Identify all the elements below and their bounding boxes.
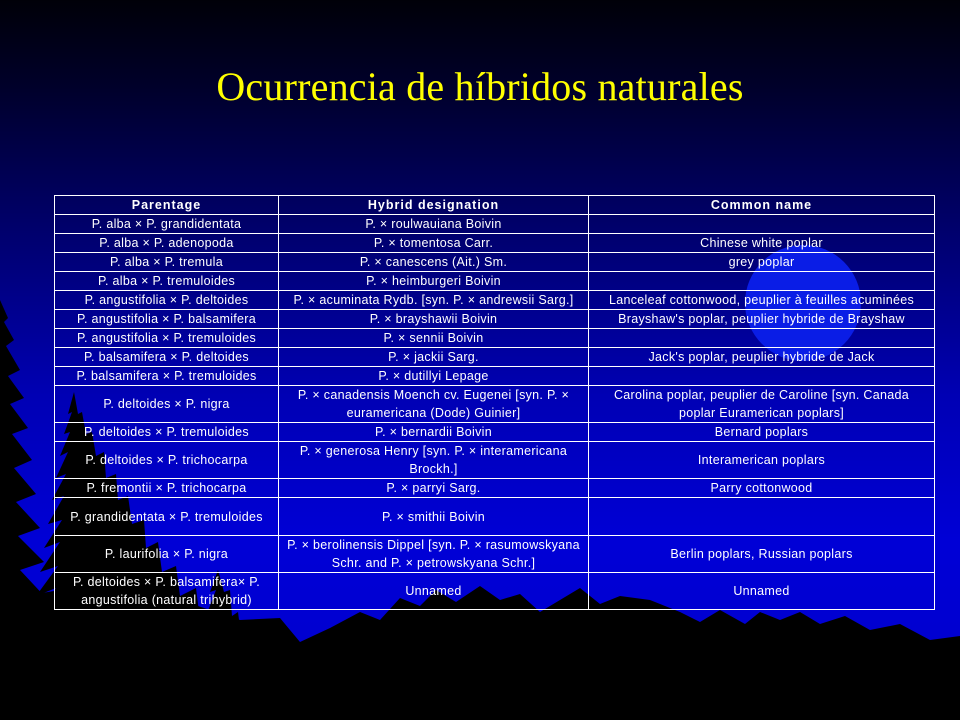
header-common-name: Common name (589, 196, 935, 215)
cell-hybrid-designation: P. × smithii Boivin (279, 498, 589, 536)
cell-common-name (589, 367, 935, 386)
cell-parentage: P. deltoides × P. balsamifera× P. angustifolia (natural trihybrid) (55, 573, 279, 610)
cell-hybrid-designation: P. × roulwauiana Boivin (279, 215, 589, 234)
table-header-row (55, 196, 935, 215)
header-parentage: Parentage (55, 196, 279, 215)
cell-parentage: P. angustifolia × P. balsamifera (55, 310, 279, 329)
cell-common-name: grey poplar (589, 253, 935, 272)
cell-parentage: P. laurifolia × P. nigra (55, 536, 279, 573)
cell-common-name (589, 215, 935, 234)
table-row (55, 215, 935, 234)
table-row (55, 573, 935, 610)
table-row (55, 234, 935, 253)
table-row (55, 291, 935, 310)
table-row (55, 479, 935, 498)
cell-hybrid-designation: P. × jackii Sarg. (279, 348, 589, 367)
cell-parentage: P. grandidentata × P. tremuloides (55, 498, 279, 536)
cell-common-name: Berlin poplars, Russian poplars (589, 536, 935, 573)
cell-hybrid-designation: P. × parryi Sarg. (279, 479, 589, 498)
cell-common-name: Lanceleaf cottonwood, peuplier à feuilles acuminées (589, 291, 935, 310)
cell-hybrid-designation: P. × heimburgeri Boivin (279, 272, 589, 291)
cell-parentage: P. alba × P. tremula (55, 253, 279, 272)
table-row (55, 348, 935, 367)
table-row (55, 423, 935, 442)
cell-common-name: Brayshaw's poplar, peuplier hybride de Brayshaw (589, 310, 935, 329)
cell-hybrid-designation: P. × sennii Boivin (279, 329, 589, 348)
cell-common-name (589, 498, 935, 536)
cell-hybrid-designation: P. × berolinensis Dippel [syn. P. × rasumowskyana Schr. and P. × petrowskyana Schr.] (279, 536, 589, 573)
cell-common-name: Carolina poplar, peuplier de Caroline [syn. Canada poplar Euramerican poplars] (589, 386, 935, 423)
cell-parentage: P. angustifolia × P. deltoides (55, 291, 279, 310)
cell-parentage: P. deltoides × P. tremuloides (55, 423, 279, 442)
table-row (55, 386, 935, 423)
cell-hybrid-designation: P. × brayshawii Boivin (279, 310, 589, 329)
cell-parentage: P. balsamifera × P. deltoides (55, 348, 279, 367)
table-row (55, 272, 935, 291)
cell-hybrid-designation: P. × acuminata Rydb. [syn. P. × andrewsii Sarg.] (279, 291, 589, 310)
table-row (55, 498, 935, 536)
cell-common-name: Bernard poplars (589, 423, 935, 442)
cell-common-name: Chinese white poplar (589, 234, 935, 253)
cell-common-name: Jack's poplar, peuplier hybride de Jack (589, 348, 935, 367)
cell-hybrid-designation: P. × canadensis Moench cv. Eugenei [syn. P. × euramericana (Dode) Guinier] (279, 386, 589, 423)
table-row (55, 253, 935, 272)
slide-title: Ocurrencia de híbridos naturales (216, 64, 744, 109)
cell-parentage: P. alba × P. adenopoda (55, 234, 279, 253)
cell-common-name: Parry cottonwood (589, 479, 935, 498)
cell-parentage: P. deltoides × P. trichocarpa (55, 442, 279, 479)
cell-hybrid-designation: P. × canescens (Ait.) Sm. (279, 253, 589, 272)
cell-parentage: P. alba × P. tremuloides (55, 272, 279, 291)
cell-parentage: P. alba × P. grandidentata (55, 215, 279, 234)
cell-hybrid-designation: P. × tomentosa Carr. (279, 234, 589, 253)
table-row (55, 310, 935, 329)
table-row (55, 442, 935, 479)
cell-parentage: P. fremontii × P. trichocarpa (55, 479, 279, 498)
cell-common-name (589, 329, 935, 348)
cell-hybrid-designation: Unnamed (279, 573, 589, 610)
table-row (55, 367, 935, 386)
header-hybrid-designation: Hybrid designation (279, 196, 589, 215)
cell-common-name: Interamerican poplars (589, 442, 935, 479)
cell-parentage: P. angustifolia × P. tremuloides (55, 329, 279, 348)
cell-common-name (589, 272, 935, 291)
table-row (55, 329, 935, 348)
cell-common-name: Unnamed (589, 573, 935, 610)
cell-hybrid-designation: P. × generosa Henry [syn. P. × interamericana Brockh.] (279, 442, 589, 479)
cell-hybrid-designation: P. × bernardii Boivin (279, 423, 589, 442)
table-row (55, 536, 935, 573)
cell-parentage: P. deltoides × P. nigra (55, 386, 279, 423)
hybrid-table (54, 195, 935, 610)
cell-parentage: P. balsamifera × P. tremuloides (55, 367, 279, 386)
cell-hybrid-designation: P. × dutillyi Lepage (279, 367, 589, 386)
